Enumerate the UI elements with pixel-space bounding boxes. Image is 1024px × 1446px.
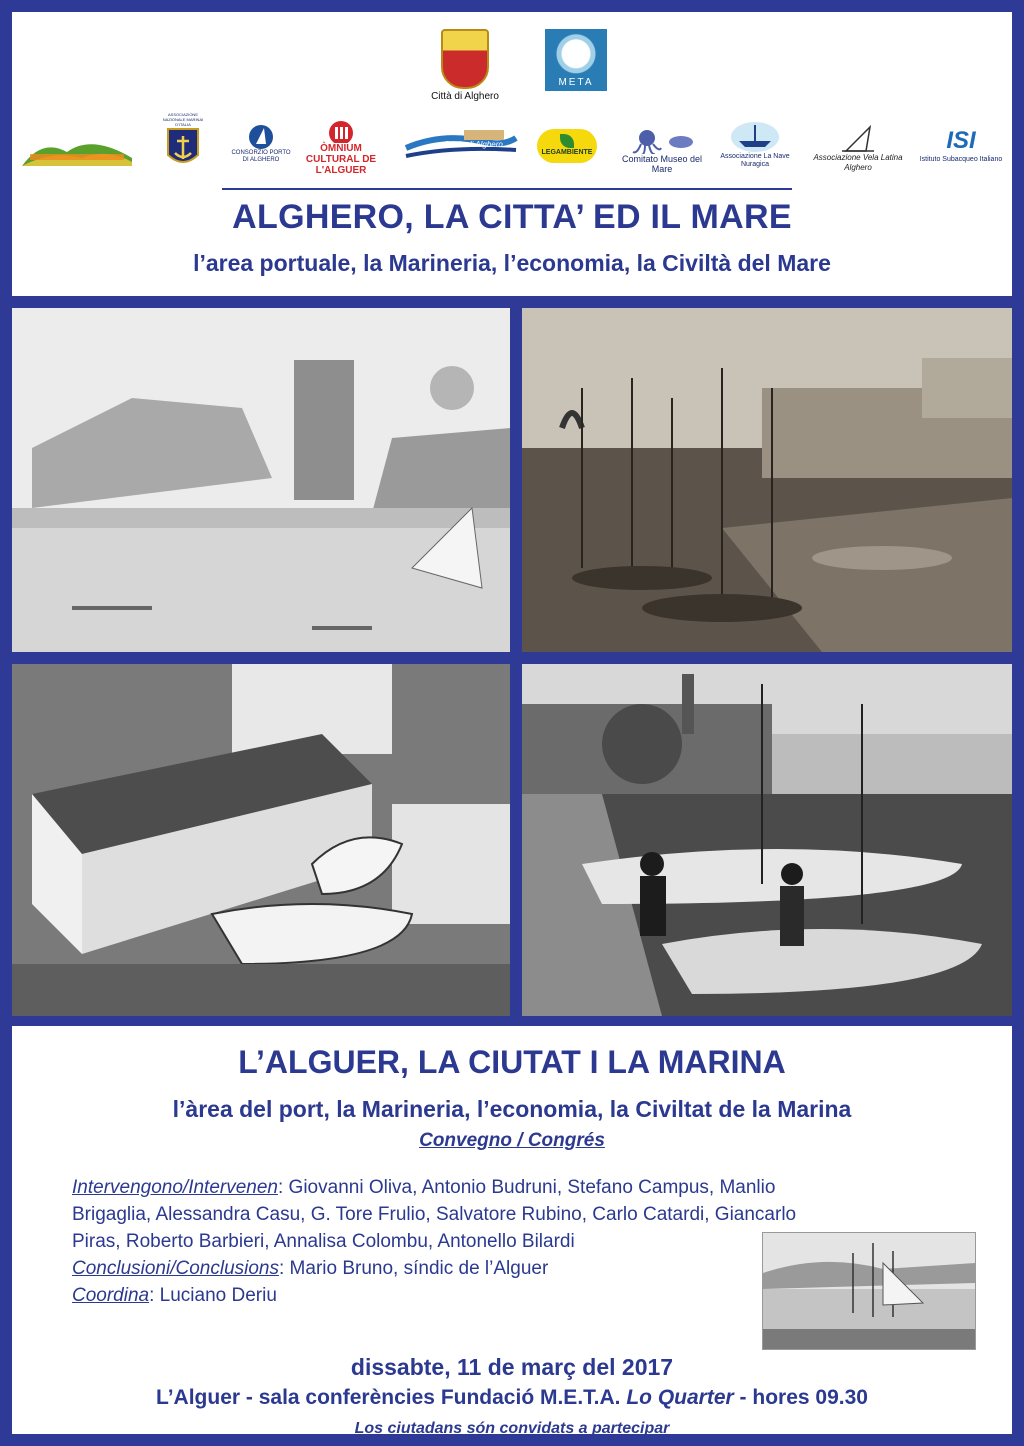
comitato-caption: Comitato Museo del Mare <box>621 154 703 174</box>
leaf-icon <box>560 134 574 148</box>
isi-mark: ISI <box>946 127 976 154</box>
logo-consorzio <box>230 120 292 168</box>
photo-small-engraving <box>762 1232 976 1350</box>
catalan-subtitle: l’àrea del port, la Marineria, l’economia, la Civiltat de la Marina <box>172 1096 852 1122</box>
invitation-text: Los ciutadans són convidats a partecipar <box>354 1420 670 1437</box>
storie-caption: Storie di Alghero <box>444 140 503 149</box>
crest-icon <box>441 29 489 89</box>
nave-caption: Associazione La Nave Nuragica <box>720 153 790 168</box>
speakers-line-2: Brigaglia, Alessandra Casu, G. Tore Frulio, Salvatore Rubino, Carlo Catardi, Giancarlo <box>72 1204 797 1225</box>
main-subtitle: l’area portuale, la Marineria, l’economia, la Civiltà del Mare <box>193 250 831 276</box>
photo-boat-shed <box>12 664 510 1016</box>
event-venue <box>0 1386 1024 1410</box>
anchor-icon <box>166 127 200 169</box>
header-divider <box>222 188 792 190</box>
photo-fishermen-port <box>522 664 1012 1016</box>
logo-vela <box>806 124 910 174</box>
logo-anchor-association <box>158 108 208 172</box>
event-date: dissabte, 11 de març del 2017 <box>350 1354 674 1380</box>
venue-prefix: L’Alguer - sala conferències Fundació M.E.T.A. <box>156 1386 621 1409</box>
event-type: Convegno / Congrés <box>419 1130 605 1151</box>
anchor-association-caption: ASSOCIAZIONE NAZIONALE MARINAI D'ITALIA <box>162 111 204 127</box>
octopus-fish-icon <box>627 128 697 154</box>
city-caption: Città di Alghero <box>431 90 499 102</box>
speakers-label: Intervengono/Intervenen <box>72 1177 278 1198</box>
photo-fortress-engraving <box>12 308 510 652</box>
isi-caption: Istituto Subacqueo Italiano <box>919 156 1003 163</box>
venue-place: Lo Quarter <box>626 1386 734 1409</box>
omnium-caption: ÒMNIUM CULTURAL DE L'ALGUER <box>305 143 377 176</box>
omnium-bars-icon <box>327 120 355 143</box>
meta-foundation-logo <box>544 28 608 92</box>
legambiente-caption: LEGAMBIENTE <box>541 149 593 156</box>
conclusions-label: Conclusioni/Conclusions <box>72 1258 279 1279</box>
coordination-label: Coordina <box>72 1285 150 1306</box>
logo-legambiente <box>536 128 598 164</box>
consorzio-caption: CONSORZIO PORTO DI ALGHERO <box>231 150 291 163</box>
ship-icon <box>729 121 781 153</box>
catalan-title: L’ALGUER, LA CIUTAT I LA MARINA <box>238 1044 786 1080</box>
city-crest-logo <box>420 22 510 108</box>
speakers-line-1 <box>72 1174 982 1201</box>
venue-suffix: - hores 09.30 <box>739 1386 868 1409</box>
main-title: ALGHERO, LA CITTA’ ED IL MARE <box>232 198 792 236</box>
speakers-line-3: Piras, Roberto Barbieri, Annalisa Colombu, Antonello Bilardi <box>72 1231 575 1252</box>
logo-nave <box>720 116 790 174</box>
coordination-text: : Luciano Deriu <box>149 1285 277 1306</box>
latin-sail-icon <box>838 125 878 153</box>
logo-vegetation <box>22 136 132 166</box>
logo-storie <box>404 128 518 164</box>
hills-icon <box>22 136 132 166</box>
sail-circle-icon <box>244 124 278 150</box>
conclusions-text: : Mario Bruno, síndic de l’Alguer <box>279 1258 549 1279</box>
logo-isi <box>916 116 1006 176</box>
vela-caption: Associazione Vela Latina Alghero <box>813 153 903 172</box>
photo-harbour-boats <box>522 308 1012 652</box>
logo-omnium <box>296 120 386 176</box>
speakers-names-1: : Giovanni Oliva, Antonio Budruni, Stefano Campus, Manlio <box>278 1177 776 1198</box>
meta-caption: META <box>545 29 607 91</box>
logo-comitato <box>612 128 712 174</box>
